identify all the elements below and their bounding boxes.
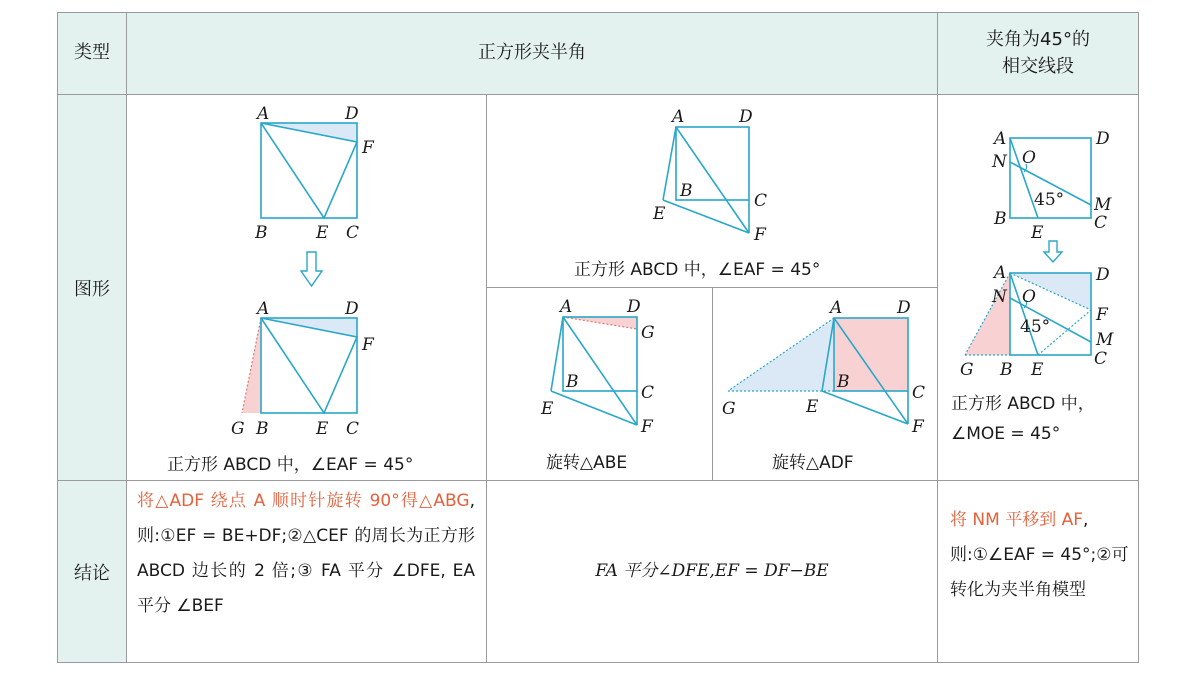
fig1-bottom-label-a: A [257,299,270,319]
conclusion-col2-text: FA 平分∠DFE,EF = DF−BE [595,561,829,581]
fig5-bottom-label-d: D [1096,265,1110,285]
header-half-angle-title: 正方形夹半角 [478,42,586,64]
fig5-bottom-pink [965,273,1010,355]
fig5-top-label-n: N [992,152,1007,172]
fig3-label-a: A [560,297,573,317]
fig5-bottom-label-n: N [992,287,1007,307]
fig4-label-d: D [897,298,911,318]
fig3-label-g: G [641,323,655,343]
fig5-bottom-label-a: A [994,263,1007,283]
conclusion-col1-results: ,则:①EF = BE+DF;②△CEF 的周长为正方形 ABCD 边长的 2 倍;③ FA 平分 ∠DFE, EA 平分 ∠BEF [137,491,475,616]
fig3-label-d: D [627,297,641,317]
row-figure-label: 图形 [74,278,110,300]
fig4-label-e: E [806,397,819,417]
row-conclusion-label: 结论 [74,562,110,584]
fig5-top-label-angle: 45° [1034,190,1065,210]
fig5-caption-line1: 正方形 ABCD 中， [951,394,1095,414]
fig2-label-c: C [754,191,768,211]
fig1-bottom-label-c: C [346,419,360,439]
fig5-bottom-label-e: E [1031,360,1044,380]
fig1-bottom-label-d: D [345,299,359,319]
conclusion-col1-rotation: 将△ADF 绕点 A 顺时针旋转 90°得△ABG [137,491,470,511]
fig1-top-label-f: F [362,138,374,158]
fig1-bottom-label-g: G [231,419,245,439]
fig5-top-label-m: M [1094,195,1112,215]
fig1-bottom-label-b: B [256,419,269,439]
fig4-label-b: B [837,372,850,392]
fig4-label-f: F [912,417,924,437]
fig2-label-d: D [739,107,753,127]
fig5-top-label-e: E [1031,223,1044,243]
fig5-bottom-label-angle: 45° [1020,317,1051,337]
fig1-bottom-label-e: E [316,419,329,439]
fig5-bottom-label-f: F [1096,305,1108,325]
fig3-label-f: F [641,417,653,437]
fig5-down-arrow-icon [1044,241,1062,262]
fig1-bottom-label-f: F [362,335,374,355]
fig5-top-label-a: A [994,129,1007,149]
fig4-label-c: C [912,383,926,403]
fig2-caption: 正方形 ABCD 中，∠EAF = 45° [574,260,821,280]
fig1-top-label-a: A [257,104,270,124]
fig3-label-e: E [541,399,554,419]
fig5-bottom-ae [1010,273,1038,355]
fig5-top-label-o: O [1022,148,1036,168]
fig5-bottom-label-m: M [1096,330,1114,350]
fig5-bottom-label-g: G [960,360,974,380]
fig5-top-label-c: C [1094,213,1108,233]
fig1-top-label-b: B [255,223,268,243]
fig5-bottom-label-b: B [1000,360,1013,380]
fig5-top-label-d: D [1096,129,1110,149]
fig4-caption: 旋转△ADF [772,453,854,473]
fig5-top-label-b: B [994,209,1007,229]
fig4-label-a: A [830,298,843,318]
fig5-bottom-label-o: O [1022,287,1036,307]
fig4-label-g: G [722,399,736,419]
fig2-label-f: F [754,225,766,245]
fig5-bottom-label-c: C [1094,349,1108,369]
fig1-caption: 正方形 ABCD 中，∠EAF = 45° [167,455,414,475]
fig1-top-label-c: C [346,223,360,243]
fig3-caption: 旋转△ABE [546,453,628,473]
fig5-caption-line2: ∠MOE = 45° [951,424,1061,444]
fig2-label-b: B [680,181,693,201]
fig2-label-e: E [653,204,666,224]
fig3-label-b: B [566,372,579,392]
conclusion-col3-results: ,则:①∠EAF = 45°;②可转化为夹半角模型 [950,510,1129,600]
fig1-top-label-e: E [316,223,329,243]
fig3-label-c: C [641,383,655,403]
conclusion-col3-translate: 将 NM 平移到 AF [950,510,1084,530]
fig1-top-label-d: D [345,104,359,124]
header-segments-line2: 相交线段 [1002,55,1074,77]
header-segments-line1: 夹角为45°的 [986,29,1090,51]
header-type-label: 类型 [74,42,110,64]
fig2-label-a: A [672,107,685,127]
